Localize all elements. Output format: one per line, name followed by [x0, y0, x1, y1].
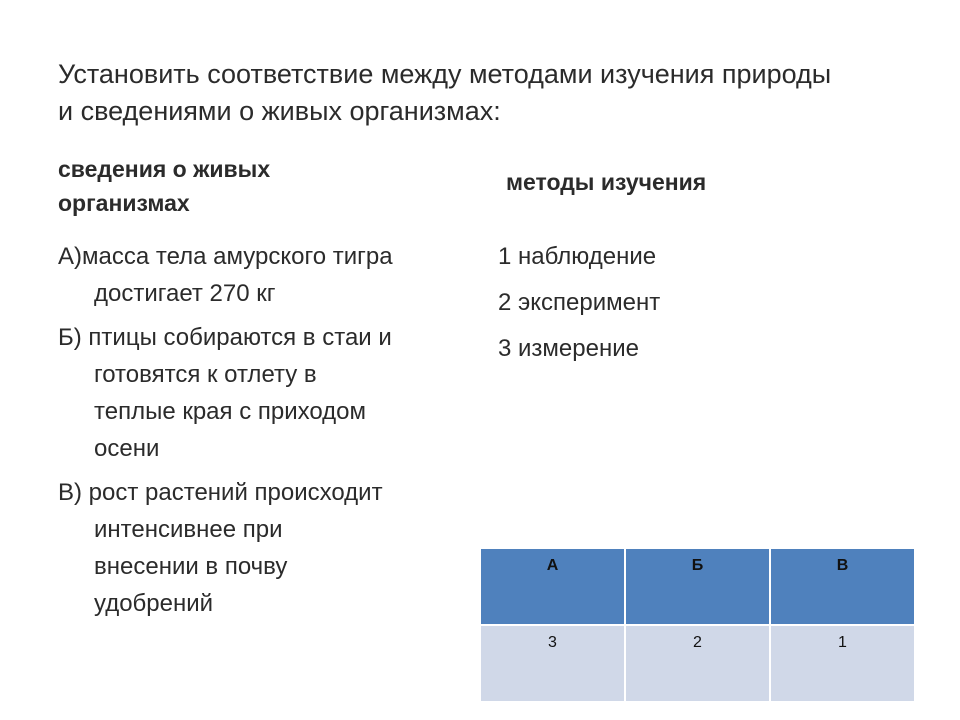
answer-header-cell: Б: [625, 548, 770, 625]
fact-text-line: интенсивнее при: [94, 516, 283, 543]
answer-header-row: [480, 548, 915, 625]
fact-item-v: [58, 474, 468, 622]
title-line-2: и сведениями о живых организмах:: [58, 96, 501, 126]
answer-value-cell: 2: [625, 625, 770, 702]
fact-text-line: теплые края с приходом: [94, 398, 367, 425]
fact-text-line: достигает 270 кг: [94, 280, 276, 307]
method-item: 2 эксперимент: [498, 289, 661, 316]
title-line-1: Установить соответствие между методами изучения природы: [58, 59, 832, 89]
fact-text-line: масса тела амурского тигра: [82, 243, 393, 270]
answer-value-cell: 1: [770, 625, 915, 702]
fact-text-line: удобрений: [94, 590, 214, 617]
facts-list: [58, 238, 468, 629]
fact-text-line: готовятся к отлету в: [94, 361, 317, 388]
methods-heading: методы изучения: [506, 169, 707, 195]
fact-marker: В): [58, 479, 82, 506]
answer-value-row: [480, 625, 915, 702]
answer-header-cell: В: [770, 548, 915, 625]
answer-header-cell: А: [480, 548, 625, 625]
fact-text-line: осени: [94, 435, 160, 462]
answer-table: [479, 547, 916, 703]
method-item: 3 измерение: [498, 335, 639, 362]
methods-list: [498, 238, 798, 376]
answer-value-cell: 3: [480, 625, 625, 702]
facts-heading: [58, 152, 378, 220]
facts-heading-line-2: организмах: [58, 190, 190, 216]
facts-heading-line-1: сведения о живых: [58, 156, 271, 182]
fact-marker: А): [58, 243, 82, 270]
slide-title: [58, 56, 918, 130]
fact-text-line: рост растений происходит: [88, 479, 383, 506]
method-item: 1 наблюдение: [498, 243, 657, 270]
fact-marker: Б): [58, 324, 82, 351]
fact-item-a: [58, 238, 468, 312]
fact-text-line: внесении в почву: [94, 553, 288, 580]
fact-item-b: [58, 319, 468, 467]
fact-text-line: птицы собираются в стаи и: [88, 324, 392, 351]
